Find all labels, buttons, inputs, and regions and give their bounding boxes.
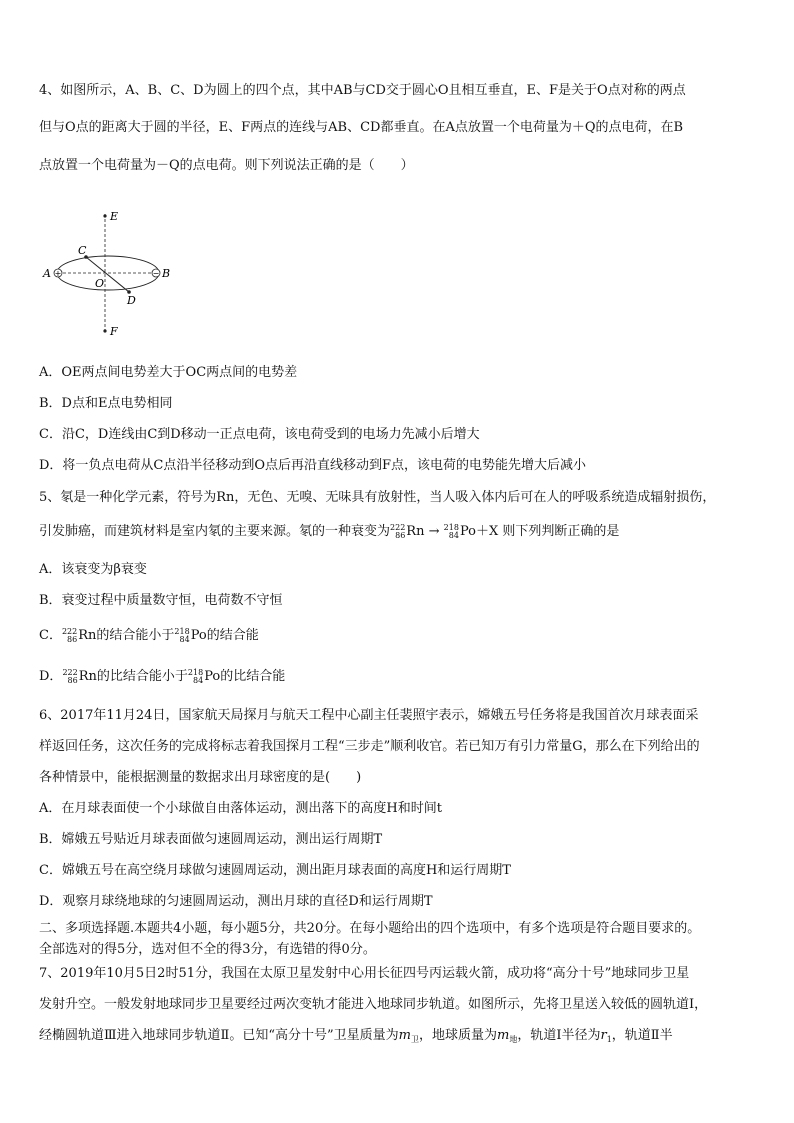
- q4-option-b: B．D点和E点电势相同: [39, 396, 173, 411]
- po-symbol-d: Po: [204, 669, 221, 684]
- q5-option-d-post: 的比结合能: [220, 669, 286, 684]
- rn-z-d: 86: [67, 675, 78, 685]
- q5-option-c-post: 的结合能: [206, 628, 259, 643]
- section-2-line-2: 全部选对的得5分，选对但不全的得3分，有选错的得0分。: [39, 942, 376, 957]
- q7-line-3-a: 经椭圆轨道Ⅲ进入地球同步轨道Ⅱ。已知“高分十号”卫星质量为: [39, 1028, 399, 1043]
- r1: r: [600, 1028, 607, 1043]
- rn-mass-c: 222: [61, 626, 78, 636]
- rn-mass-d: 222: [62, 667, 78, 677]
- rn-nuclide-c: [62, 628, 77, 644]
- q6-option-b: B．嫦娥五号贴近月球表面做匀速圆周运动，测出运行周期T: [39, 832, 383, 847]
- rn-atomic-number: 86: [395, 530, 406, 540]
- q5-option-b: B．衰变过程中质量数守恒，电荷数不守恒: [39, 593, 283, 608]
- q6-option-c: C．嫦娥五号在高空绕月球做匀速圆周运动，测出距月球表面的高度H和运行周期T: [39, 863, 511, 878]
- po-nuclide-d: [188, 669, 203, 685]
- q5-option-d-mid: 的比结合能小于: [96, 669, 188, 684]
- q5-line-1: 5、氡是一种化学元素，符号为Rn，无色、无嗅、无味具有放射性，当人吸入体内后可在人的呼吸系统造成辐射损伤，: [39, 490, 716, 505]
- po-mass-d: 218: [187, 667, 204, 677]
- q6-option-a: A．在月球表面使一个小球做自由落体运动，测出落下的高度H和时间t: [39, 801, 442, 816]
- q5-option-c-letter: C．: [39, 628, 62, 643]
- section-2-line-1: 二、多项选择题.本题共4小题，每小题5分，共20分。在每小题给出的四个选项中，有多个选项是符合题目要求的。: [39, 921, 701, 936]
- rn-symbol: Rn: [406, 524, 425, 539]
- rn-nuclide-numbers: [390, 524, 405, 540]
- q6-option-d: D．观察月球绕地球的匀速圆周运动，测出月球的直径D和运行周期T: [39, 894, 433, 909]
- m-satellite: m: [398, 1028, 411, 1043]
- m-earth-subscript: 地: [509, 1035, 518, 1044]
- q5-line-2-post: ＋X 则下列判断正确的是: [475, 524, 620, 539]
- po-symbol: Po: [459, 524, 476, 539]
- q7-line-3: [39, 1027, 759, 1046]
- q4-option-a: A．OE两点间电势差大于OC两点间的电势差: [39, 365, 298, 380]
- q7-line-3-b: ，地球质量为: [419, 1028, 498, 1043]
- label-b: B: [162, 267, 171, 280]
- label-e: E: [110, 210, 119, 223]
- q5-option-c-mid: 的结合能小于: [96, 628, 175, 643]
- q7-line-3-c: ，轨道Ⅰ半径为: [517, 1028, 601, 1043]
- rn-mass-number: 222: [390, 522, 406, 532]
- cd-line: [86, 257, 129, 292]
- po-z-c: 84: [179, 634, 190, 644]
- label-d: D: [127, 294, 136, 307]
- po-mass-c: 218: [174, 626, 190, 636]
- q4-line-3: 点放置一个电荷量为－Q的点电荷。则下列说法正确的是（ ）: [39, 158, 414, 173]
- q4-option-c: C．沿C，D连线由C到D移动一正点电荷，该电荷受到的电场力先减小后增大: [39, 427, 480, 442]
- q6-line-3: 各种情景中，能根据测量的数据求出月球密度的是( ): [39, 770, 362, 785]
- po-nuclide-c: [174, 628, 189, 644]
- point-f: [103, 329, 106, 332]
- q5-option-d: [39, 668, 285, 686]
- q4-option-d: D．将一负点电荷从C点沿半径移动到O点后再沿直线移动到F点，该电荷的电势能先增大后减小: [39, 458, 587, 473]
- rn-symbol-d: Rn: [78, 669, 97, 684]
- point-e: [103, 214, 106, 217]
- q5-option-a: A．该衰变为β衰变: [39, 562, 147, 577]
- q5-option-c: [39, 627, 259, 645]
- q4-line-1: 4、如图所示，A、B、C、D为圆上的四个点，其中AB与CD交于圆心O且相互垂直，E、F是关于O点对称的两点: [39, 83, 686, 98]
- r1-subscript: 1: [606, 1035, 612, 1044]
- rn-nuclide-d: [62, 669, 77, 685]
- rn-z-c: 86: [67, 634, 78, 644]
- rn-symbol-c: Rn: [78, 628, 97, 643]
- label-f: F: [110, 325, 118, 338]
- q6-line-2: 样返回任务，这次任务的完成将标志着我国探月工程“三步走”顺利收官。若已知万有引力常量G，那么在下列给出的: [39, 739, 700, 754]
- q6-line-1: 6、2017年11月24日，国家航天局探月与航天工程中心副主任裴照宇表示，嫦娥五号任务将是我国首次月球表面采: [39, 708, 699, 723]
- po-nuclide-numbers: [444, 524, 459, 540]
- q7-line-1: 7、2019年10月5日2时51分，我国在太原卫星发射中心用长征四号丙运载火箭，成功将“高分十号”地球同步卫星: [39, 966, 690, 981]
- q7-line-2: 发射升空。一般发射地球同步卫星要经过两次变轨才能进入地球同步轨道。如图所示，先将卫星送入较低的圆轨道Ⅰ，: [39, 997, 708, 1012]
- po-mass-number: 218: [443, 522, 459, 532]
- label-a: A: [43, 267, 51, 280]
- q4-line-2: 但与O点的距离大于圆的半径，E、F两点的连线与AB、CD都垂直。在A点放置一个电荷量为＋Q的点电荷，在B: [39, 120, 684, 135]
- label-o: O: [95, 277, 105, 290]
- q4-figure: [38, 206, 188, 344]
- m-satellite-subscript: 卫: [411, 1035, 419, 1044]
- plus-sign: +: [54, 269, 62, 278]
- q5-line-2-pre: 引发肺癌，而建筑材料是室内氡的主要来源。氡的一种衰变为: [39, 524, 391, 539]
- po-atomic-number: 84: [448, 530, 459, 540]
- q7-line-3-d: ，轨道Ⅱ半: [611, 1028, 673, 1043]
- decay-arrow: →: [428, 524, 440, 539]
- q5-option-d-letter: D．: [39, 669, 63, 684]
- minus-sign: −: [152, 269, 160, 278]
- po-z-d: 84: [193, 675, 204, 685]
- po-symbol-c: Po: [190, 628, 207, 643]
- m-earth: m: [497, 1028, 510, 1043]
- q5-line-2: [39, 523, 759, 541]
- label-c: C: [78, 244, 87, 257]
